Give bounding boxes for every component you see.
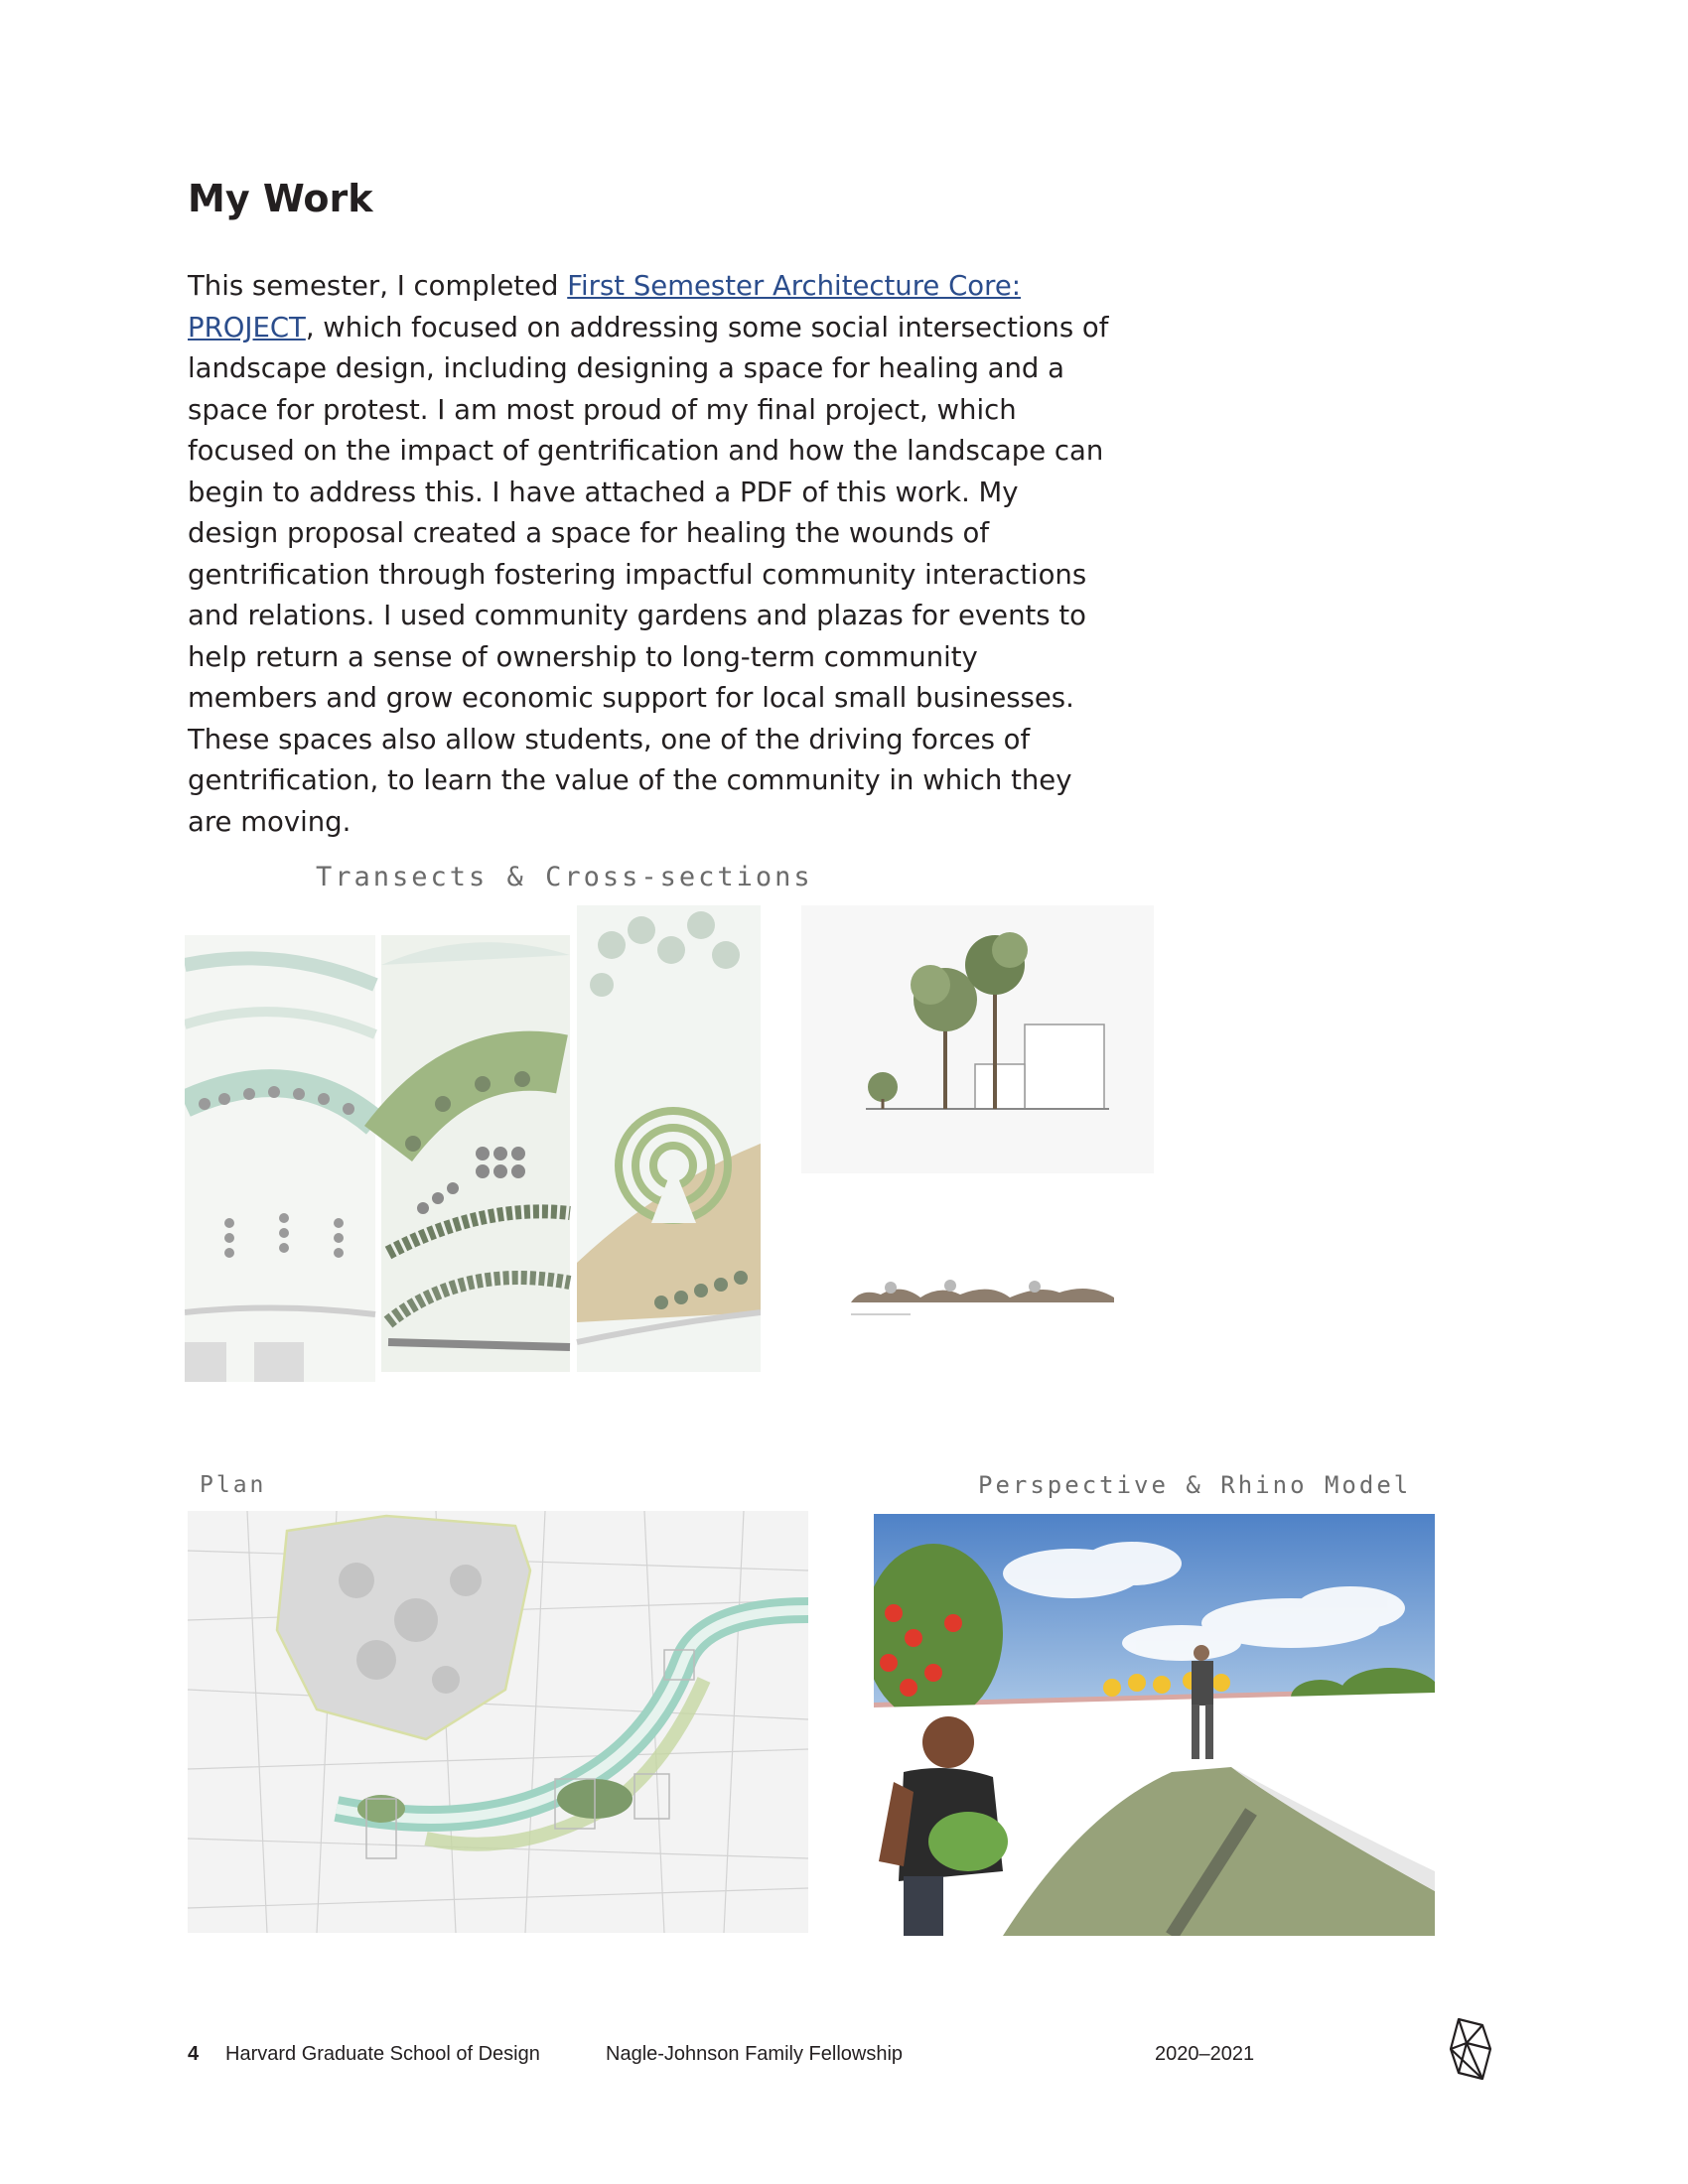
body-paragraph bbox=[188, 266, 1111, 843]
transects-label: Transects & Cross-sections bbox=[316, 862, 813, 892]
footer-year: 2020–2021 bbox=[1155, 2043, 1255, 2065]
footer-fellowship: Nagle-Johnson Family Fellowship bbox=[606, 2043, 904, 2065]
perspective-label: Perspective & Rhino Model bbox=[978, 1471, 1412, 1499]
body-rest: , which focused on addressing some social intersections of landscape design, including designing a space for healing and a space for protest. I am most proud of my final project, which focused on the impact of gentrification and how the landscape can begin to address this. I have attached a PDF of this work. My design proposal created a space for healing the wounds of gentrification through fostering impactful community interactions and relations. I used community gardens and plazas for events to help return a sense of ownership to long-term community members and grow economic support for local small businesses. These spaces also allow students, one of the driving forces of gentrification, to learn the value of the community in which they are moving. bbox=[188, 311, 1109, 838]
cross-section-image bbox=[801, 905, 1154, 1342]
perspective-image bbox=[874, 1514, 1435, 1936]
footer-school: Harvard Graduate School of Design bbox=[225, 2043, 540, 2065]
page-number: 4 bbox=[188, 2043, 200, 2065]
plan-image bbox=[188, 1511, 808, 1933]
body-intro: This semester, I completed bbox=[188, 270, 568, 302]
project-link[interactable]: First Semester Architecture Core: PROJECT bbox=[188, 270, 1022, 343]
gsd-logo-icon bbox=[1445, 2015, 1496, 2085]
transects-image bbox=[185, 905, 761, 1402]
transect-panel-2 bbox=[381, 935, 570, 1372]
transect-panel-3 bbox=[577, 905, 761, 1372]
plan-label: Plan bbox=[200, 1472, 267, 1498]
transect-panel-1 bbox=[185, 935, 375, 1382]
page-title: My Work bbox=[188, 177, 373, 220]
